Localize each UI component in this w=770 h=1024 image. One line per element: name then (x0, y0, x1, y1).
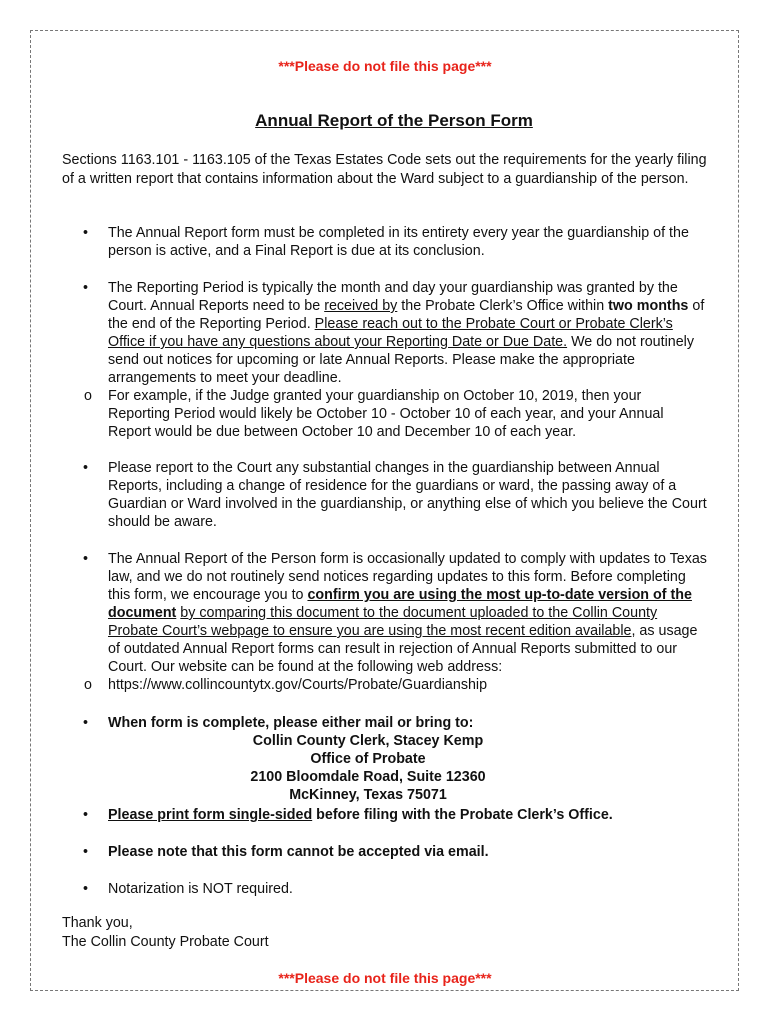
list-item-complete-form: • The Annual Report form must be completed in its entirety every year the guardianship of the person is active, and a Final Report is due at its conclusion. (83, 225, 689, 259)
bullet: • (83, 844, 89, 860)
bullet: • (83, 715, 89, 731)
probate-website-url: https://www.collincountytx.gov/Courts/Probate/Guardianship (108, 677, 488, 693)
two-months-emphasis: two months (608, 298, 689, 314)
sub-bullet: o (84, 388, 92, 404)
list-item-notarization: • Notarization is NOT required. (83, 881, 293, 897)
web-address-sub-item (84, 676, 668, 694)
bullet: • (83, 807, 89, 823)
bullet: • (83, 280, 89, 296)
intro-paragraph: Sections 1163.101 - 1163.105 of the Texas Estates Code sets out the requirements for the yearly filing of a written report that contains information about the Ward subject to a guardianship of the person. (62, 152, 707, 187)
bullet: • (83, 460, 89, 476)
reach-out-note: Please reach out to the Probate Court or Probate Clerk’s Office if you have any questions about your Reporting Date or Due Date. (108, 316, 673, 350)
do-not-file-warning-top: ***Please do not file this page*** (278, 58, 492, 74)
form-title: Annual Report of the Person Form (255, 111, 533, 130)
mailing-address-block: Collin County Clerk, Stacey Kemp Office of Probate 2100 Bloomdale Road, Suite 12360 McKinney, Texas 75071 (250, 733, 486, 803)
bullet: • (83, 881, 89, 897)
list-item-reporting-period: • The Reporting Period is typically the month and day your guardianship was granted by the Court. Annual Reports need to be received by the Probate Clerk’s Office within two months of the end of the Reporting Period. Please reach out to the Probate Court or Probate Clerk’s Office if you have any questions about your Reporting Date or Due Date. We do not routinely send out notices for upcoming or late Annual Reports. Please make the appropriate arrangements to meet your deadline. o For example, if the Judge granted your guardianship on October 10, 2019, then your Reporting Period would likely be October 10 - October 10 of each year, and your Annual Report would be due between October 10 and December 10 of each year. (83, 280, 705, 440)
confirm-version-emphasis: confirm you are using the most up-to-date version of the document (108, 587, 692, 621)
received-by-emphasis: received by (324, 298, 398, 314)
list-item-single-sided: • Please print form single-sided before filing with the Probate Clerk’s Office. (83, 807, 613, 823)
compare-document-note: by comparing this document to the document uploaded to the Collin County Probate Court’s webpage to ensure you are using the most recent edition available (108, 605, 658, 639)
list-item-no-email: • Please note that this form cannot be accepted via email. (83, 844, 489, 860)
sub-bullet: o (84, 677, 92, 693)
do-not-file-warning-bottom: ***Please do not file this page*** (278, 970, 492, 986)
list-item-report-changes: • Please report to the Court any substantial changes in the guardianship between Annual Reports, including a change of residence for the guardians or ward, the passing away of a Guardian or Ward involved in the guardianship, or anything else of which you believe the Court should be aware. (83, 460, 707, 530)
example-sub-item: o For example, if the Judge granted your guardianship on October 10, 2019, then your Reporting Period would likely be October 10 - October 10 of each year, and your Annual Report would be due between October 10 and December 10 of each year. (84, 388, 664, 440)
list-item-form-updates: • The Annual Report of the Person form is occasionally updated to comply with updates to Texas law, and we do not routinely send notices regarding updates to this form. Before completing this form, we encourage you to confirm you are using the most up-to-date version of the document by comparing this document to the document uploaded to the Collin County Probate Court’s webpage to ensure you are using the most recent edition available, as usage of outdated Annual Report forms can result in rejection of Annual Reports submitted to our Court. Our website can be found at the following web address: o https://www.collincountytx.gov/Courts/Probate/Guardianship (83, 551, 707, 693)
bullet: • (83, 225, 89, 241)
list-item-mail-address: • When form is complete, please either mail or bring to: Collin County Clerk, Stacey Kemp Office of Probate 2100 Bloomdale Road, Suite 12360 McKinney, Texas 75071 (62, 714, 722, 804)
closing-signature: Thank you, The Collin County Probate Court (62, 915, 269, 950)
bullet: • (83, 551, 89, 567)
